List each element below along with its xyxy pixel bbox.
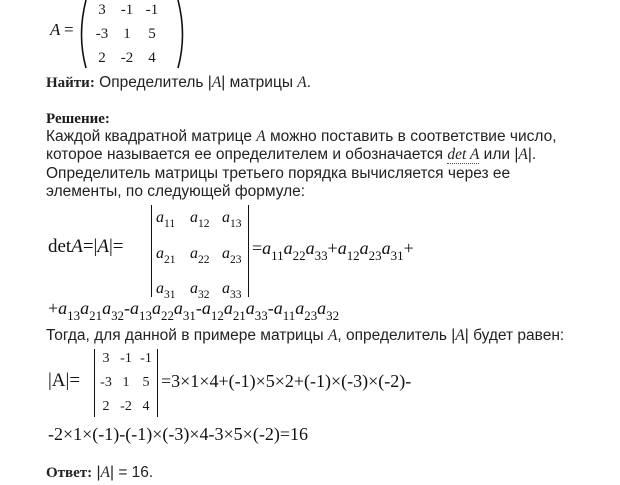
calc-cell: 4: [142, 399, 150, 414]
calc-cell: 1: [122, 375, 130, 390]
solution-line-1-b: можно поставить в соответствие число,: [265, 128, 557, 145]
formula-rhs-line-2: $+a_{13}a_{21}a_{32}-a_{13}a_{22}a_{31}-a_{12}a_{21}a_{33}-a_{11}a_{23}a_{32}$: [48, 298, 340, 323]
then-var: A: [327, 327, 338, 344]
find-var-1: A: [211, 74, 222, 91]
formula-right-bar: [248, 205, 249, 297]
calc-cell: -1: [120, 351, 132, 366]
calc-cell: -3: [100, 375, 112, 390]
find-line: [46, 74, 311, 92]
formula-lhs-det: det: [48, 236, 72, 257]
formula-lhs-var2: A: [97, 236, 109, 257]
formula-left-bar: [151, 205, 152, 297]
formula-entry: $a_{31}$: [156, 280, 176, 302]
formula-entry: $a_{33}$: [222, 280, 242, 302]
matrix-a-cell: 2: [98, 50, 106, 66]
calc-cell: 5: [142, 375, 150, 390]
find-label: Найти:: [46, 75, 95, 91]
solution-line-4: элементы, по следующей формуле:: [46, 183, 306, 200]
solution-line-2: [46, 146, 536, 164]
solution-line-1: [46, 128, 557, 146]
formula-lhs: [48, 236, 124, 258]
formula-lhs-eq2: |=: [108, 236, 124, 257]
matrix-a-cell: 1: [123, 26, 131, 42]
matrix-a-label: A: [50, 20, 61, 39]
formula-lhs-eq: =|: [82, 236, 98, 257]
right-parenthesis: [176, 0, 188, 70]
calc-cell: -2: [120, 399, 132, 414]
answer-label: Ответ:: [46, 465, 93, 481]
solution-heading: Решение:: [46, 111, 110, 127]
matrix-a-equals: =: [64, 20, 74, 39]
answer-text-a: |: [92, 464, 101, 481]
calc-lhs: |A|=: [48, 370, 81, 391]
solution-line-2-var: A: [518, 146, 528, 163]
solution-line-3: Определитель матрицы третьего порядка вычисляется через ее: [46, 165, 511, 182]
matrix-a-cell: 5: [148, 26, 156, 42]
formula-entry: $a_{23}$: [222, 245, 242, 267]
answer-line: [46, 464, 153, 482]
solution-line-2-b: или |: [479, 146, 519, 163]
calc-cell: 3: [102, 351, 110, 366]
find-text-3: .: [306, 74, 312, 91]
find-text-2: | матрицы: [221, 74, 298, 91]
find-var-2: A: [297, 74, 307, 91]
calc-rhs-line-2: -2×1×(-1)-(-1)×(-3)×4-3×5×(-2)=16: [48, 424, 308, 444]
left-parenthesis: [76, 0, 88, 70]
formula-entry: $a_{12}$: [190, 209, 210, 231]
formula-entry: $a_{11}$: [156, 209, 176, 231]
matrix-a-cell: -2: [120, 50, 134, 66]
formula-rhs-line-1: $=a_{11}a_{22}a_{33}+a_{12}a_{23}a_{31}+$: [252, 238, 414, 263]
find-text-1: Определитель |: [94, 74, 212, 91]
formula-entry: $a_{21}$: [156, 245, 176, 267]
then-var2: A: [455, 327, 465, 344]
then-text-a: Тогда, для данной в примере матрицы: [46, 327, 328, 344]
matrix-a-cell: -1: [120, 2, 134, 18]
formula-entry: $a_{22}$: [190, 245, 210, 267]
matrix-a-cell: -1: [145, 2, 159, 18]
then-text-c: | будет равен:: [464, 327, 565, 344]
formula-lhs-var: A: [71, 236, 83, 257]
calc-right-bar: [157, 349, 158, 417]
solution-line-1-a: Каждой квадратной матрице: [46, 128, 257, 145]
matrix-a-cell: -3: [95, 26, 109, 42]
matrix-a-cell: 3: [98, 2, 106, 18]
then-line: [46, 327, 564, 345]
solution-line-2-c: |.: [527, 146, 537, 163]
answer-text-b: | = 16.: [109, 464, 154, 481]
formula-entry: $a_{13}$: [222, 209, 242, 231]
matrix-a-cell: 4: [148, 50, 156, 66]
calc-cell: 2: [102, 399, 110, 414]
solution-line-2-a: которое называется ее определителем и обозначается: [46, 146, 448, 163]
det-a-link[interactable]: det A: [447, 146, 480, 163]
formula-entry: $a_{32}$: [190, 280, 210, 302]
solution-line-1-var: A: [256, 128, 266, 145]
calc-rhs-line-1: =3×1×4+(-1)×5×2+(-1)×(-3)×(-2)-: [161, 371, 412, 391]
answer-var: A: [100, 464, 110, 481]
then-text-b: , определитель |: [337, 327, 456, 344]
calc-cell: -1: [140, 351, 152, 366]
